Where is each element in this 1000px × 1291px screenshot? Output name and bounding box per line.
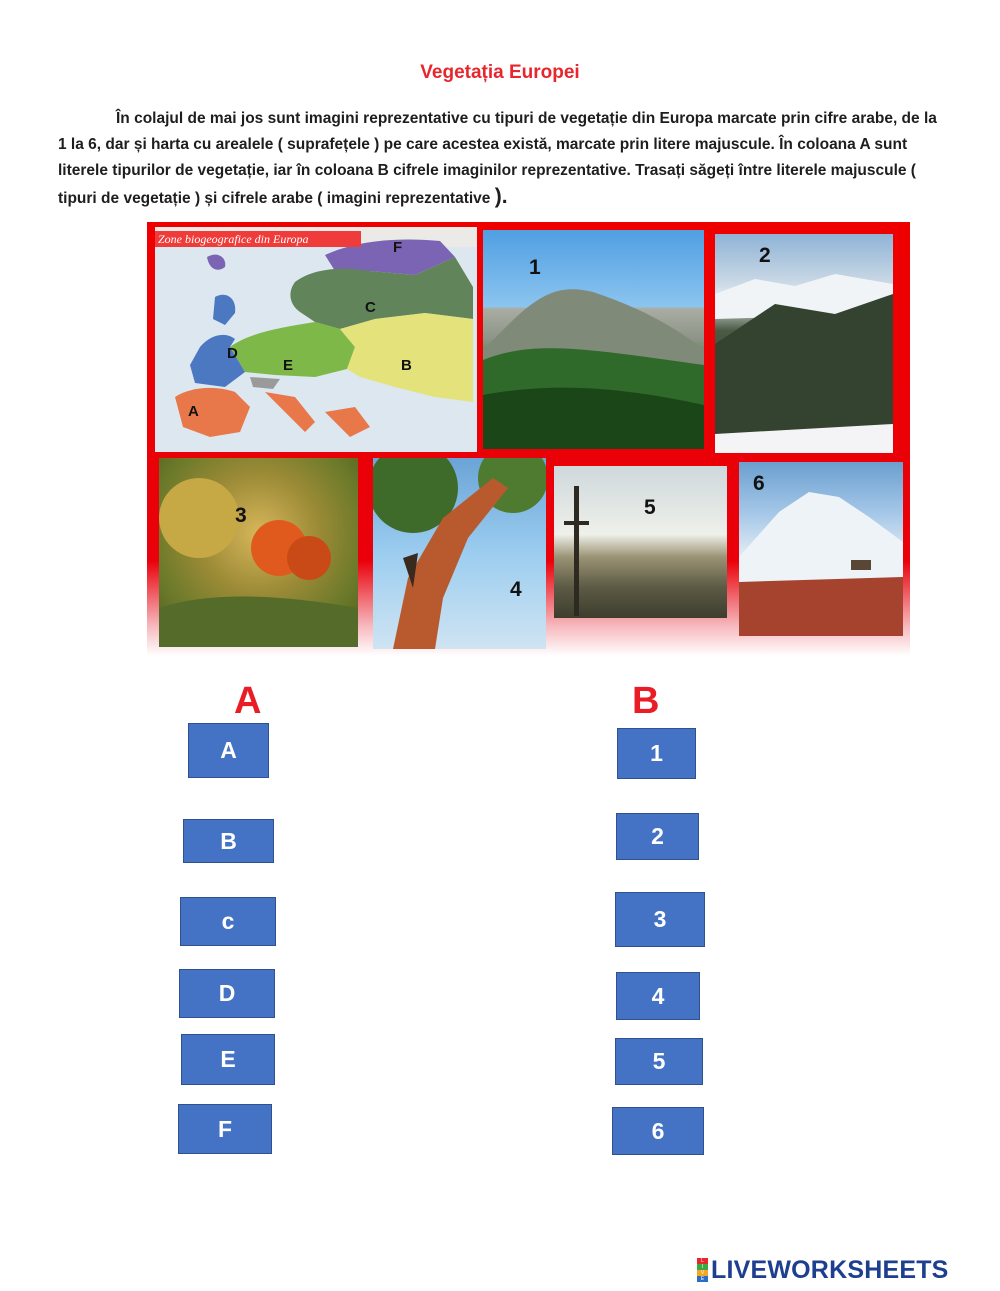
liveworksheets-mark: L I V E — [697, 1258, 708, 1282]
photo-4-number: 4 — [510, 578, 522, 601]
instructions-end: ). — [494, 185, 508, 208]
photo-2-snowy-conifers — [715, 234, 893, 453]
column-a-box-c[interactable]: c — [180, 897, 276, 946]
column-b-box-3[interactable]: 3 — [615, 892, 705, 947]
collage — [147, 222, 910, 656]
column-a-heading: A — [234, 680, 262, 722]
europe-map — [155, 227, 477, 452]
column-b-box-5[interactable]: 5 — [615, 1038, 703, 1085]
map-label-b: B — [401, 357, 412, 374]
photo-2-drawing — [715, 234, 893, 453]
instructions-text: În colajul de mai jos sunt imagini reprezentative cu tipuri de vegetație din Europa marcate prin cifre arabe, de la 1 la 6, dar și harta cu arealele ( suprafețele ) pe care acestea există, marcate prin litere majuscule. În coloana A sunt literele tipurilor de vegetație, iar în coloana B cifrele imaginilor reprezentative. Trasați săgeți între literele majuscule ( tipuri de vegetație ) și cifrele arabe ( imagini reprezentative — [58, 110, 937, 207]
column-a-box-d[interactable]: D — [179, 969, 275, 1018]
photo-2-number: 2 — [759, 244, 771, 267]
column-b-box-2[interactable]: 2 — [616, 813, 699, 860]
map-label-d: D — [227, 345, 238, 362]
photo-4-cork-oak — [373, 458, 546, 649]
map-label-e: E — [283, 357, 294, 374]
map-title: Zone biogeografice din Europa — [158, 232, 309, 246]
photo-5-steppe — [554, 466, 727, 618]
map-label-a: A — [188, 403, 199, 420]
column-b-box-1[interactable]: 1 — [617, 728, 696, 779]
photo-4-drawing — [373, 458, 546, 649]
photo-1-drawing — [483, 230, 704, 449]
photo-5-drawing — [554, 466, 727, 618]
column-a-box-b[interactable]: B — [183, 819, 274, 863]
liveworksheets-logo — [697, 1255, 949, 1285]
photo-3-number: 3 — [235, 504, 247, 527]
map-label-c: C — [365, 299, 376, 316]
photo-6-tundra — [739, 462, 903, 636]
photo-6-number: 6 — [753, 472, 765, 495]
liveworksheets-wordmark: LIVEWORKSHEETS — [711, 1255, 949, 1284]
column-b-box-4[interactable]: 4 — [616, 972, 700, 1020]
instructions — [58, 106, 948, 212]
column-b-heading: B — [632, 680, 660, 722]
column-a-box-a[interactable]: A — [188, 723, 269, 778]
photo-3-drawing — [159, 458, 358, 647]
photo-3-autumn-forest — [159, 458, 358, 647]
map-label-f: F — [393, 239, 403, 256]
photo-1-mountain-forest — [483, 230, 704, 449]
column-a-box-e[interactable]: E — [181, 1034, 275, 1085]
europe-map-drawing — [155, 227, 477, 452]
page-title: Vegetația Europei — [420, 62, 580, 83]
column-a-box-f[interactable]: F — [178, 1104, 272, 1154]
photo-1-number: 1 — [529, 256, 541, 279]
photo-5-number: 5 — [644, 496, 656, 519]
column-b-box-6[interactable]: 6 — [612, 1107, 704, 1155]
